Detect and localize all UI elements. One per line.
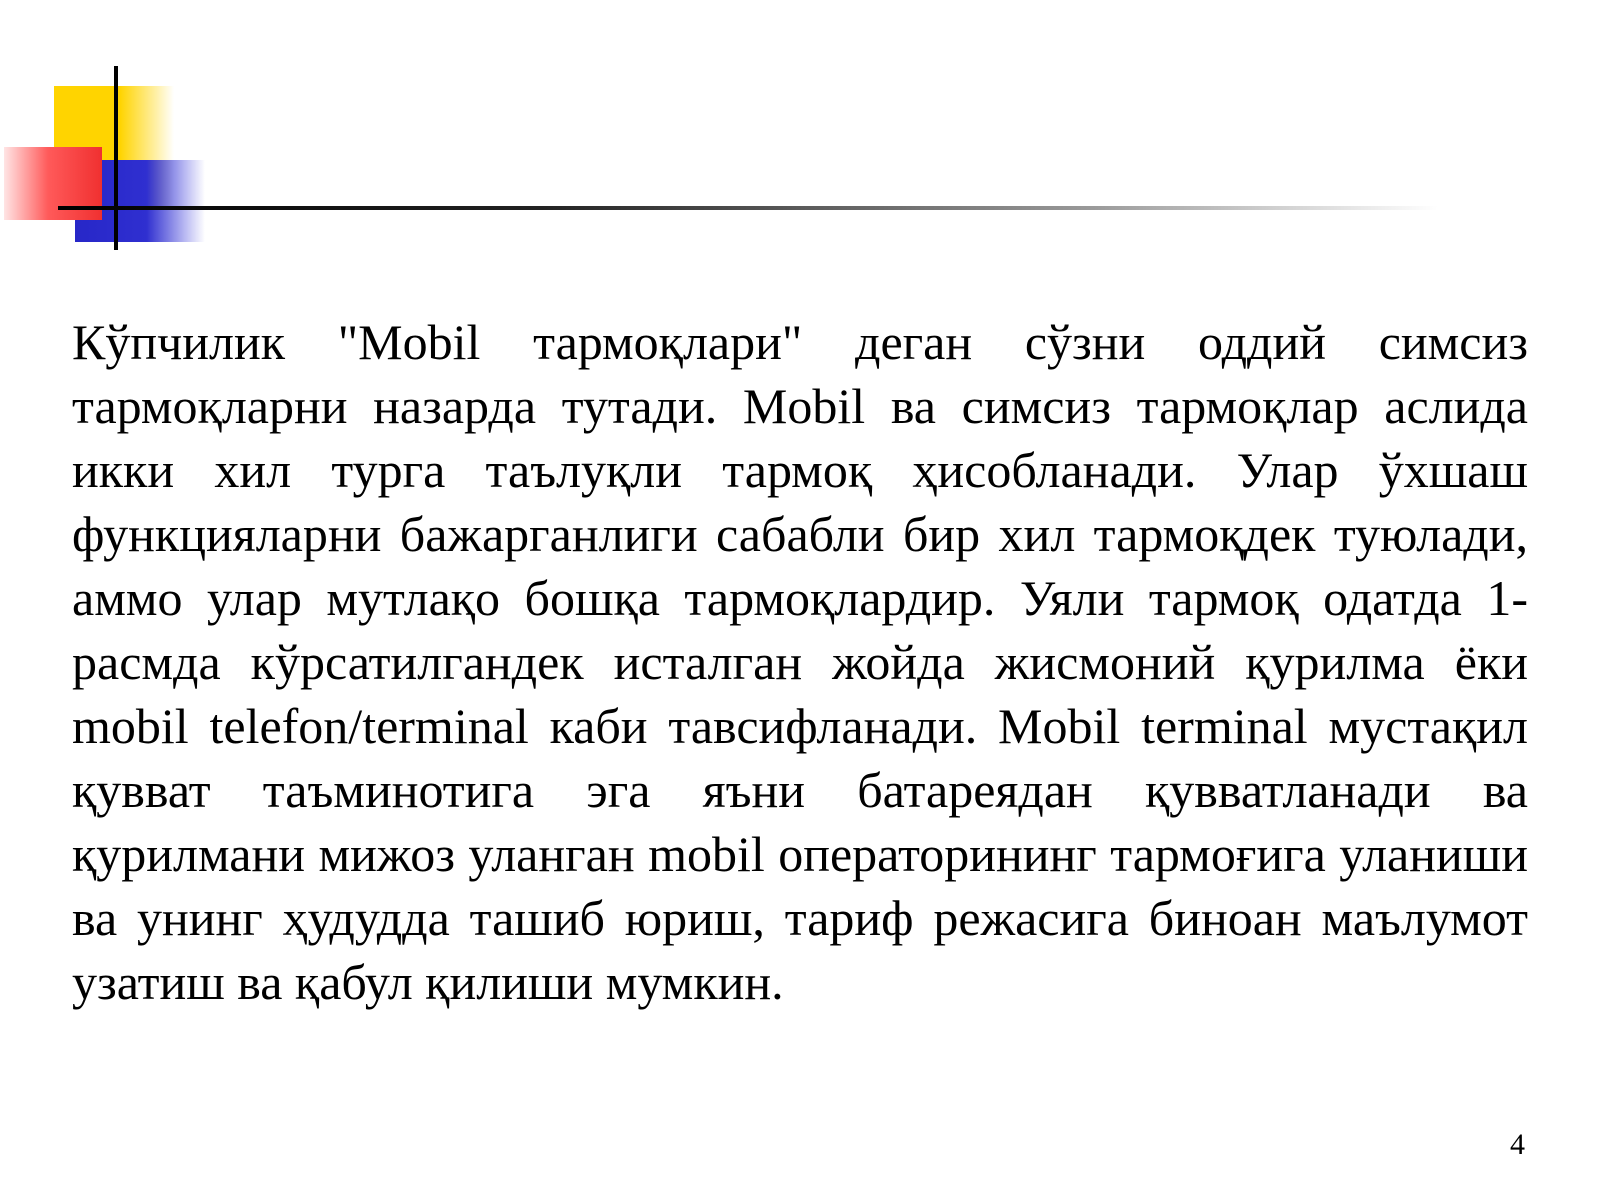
page-number: 4 <box>1510 1128 1525 1161</box>
vertical-rule <box>114 66 118 250</box>
body-paragraph: Кўпчилик "Mobil тармоқлари" деган сўзни оддий симсиз тармоқларни назарда тутади. Mobil ва симсиз тармоқлар аслида икки хил турга таълуқли тармоқ ҳисобланади. Улар ўхшаш функцияларни бажарганлиги сабабли бир хил тармоқдек туюлади, аммо улар мутлақо бошқа тармоқлардир. Уяли тармоқ одатда 1-расмда кўрсатилгандек исталган жойда жисмоний қурилма ёки mobil telefon/terminal каби тавсифланади. Mobil terminal мустақил қувват таъминотига эга яъни батареядан қувватланади ва қурилмани мижоз уланган mobil операторининг тармоғига уланиши ва унинг ҳудудда ташиб юриш, тариф режасига биноан маълумот узатиш ва қабул қилиши мумкин. <box>72 314 1528 1010</box>
horizontal-rule <box>58 206 1438 210</box>
